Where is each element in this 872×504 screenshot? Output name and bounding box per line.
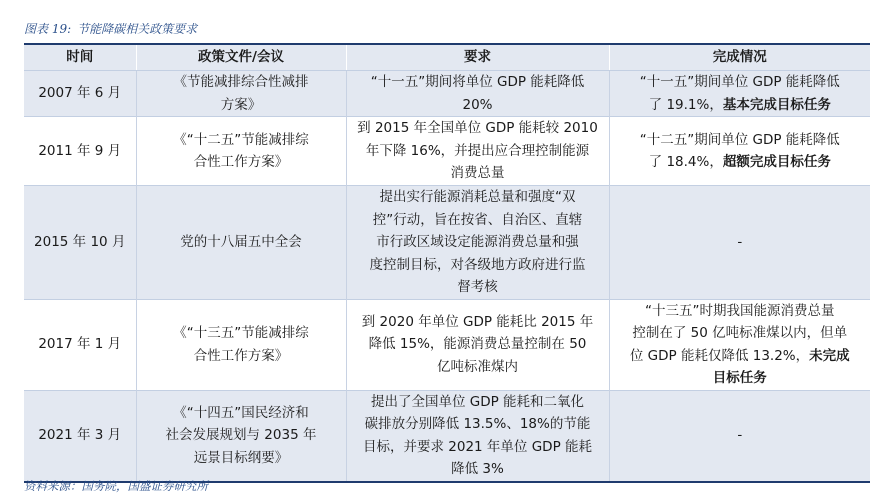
header-requirement: 要求: [346, 44, 609, 71]
requirement-text: 到 2015 年全国单位 GDP 能耗较 2010 年下降 16%，并提出应合理控制能源 消费总量: [357, 120, 598, 182]
requirement-text: 提出了全国单位 GDP 能耗和二氧化 碳排放分别降低 13.5%、18%的节能 目标，并要求 2021 年单位 GDP 能耗 降低 3%: [362, 393, 593, 477]
cell-time: [24, 299, 136, 390]
table-row: [24, 71, 870, 117]
cell-requirement: [346, 186, 609, 300]
cell-requirement: [346, 299, 609, 390]
cell-status: [609, 390, 870, 482]
table-row: [24, 390, 870, 482]
cell-requirement: [346, 117, 609, 186]
time-text: 2007 年 6 月: [38, 85, 122, 102]
table-row: [24, 299, 870, 390]
status-text: -: [737, 234, 743, 250]
cell-status: [609, 299, 870, 390]
status-emphasis: 未完成 目标任务: [712, 347, 850, 386]
cell-policy: [136, 299, 346, 390]
cell-policy: [136, 71, 346, 117]
cell-requirement: [346, 390, 609, 482]
policy-text: 《节能减排综合性减排 方案》: [173, 74, 309, 113]
table-caption: [24, 20, 197, 37]
status-emphasis: 超额完成目标任务: [722, 154, 831, 170]
time-text: 2021 年 3 月: [38, 427, 122, 444]
table-row: [24, 117, 870, 186]
cell-status: [609, 71, 870, 117]
policy-text: 《“十三五”节能减排综 合性工作方案》: [173, 325, 309, 364]
time-text: 2017 年 1 月: [38, 336, 122, 353]
table-header-row: [24, 44, 870, 71]
table-row: [24, 186, 870, 300]
cell-time: [24, 186, 136, 300]
requirement-text: “十一五”期间将单位 GDP 能耗降低 20%: [370, 74, 585, 113]
status-text: -: [737, 427, 743, 444]
cell-status: [609, 117, 870, 186]
policy-text: 党的十八届五中全会: [180, 234, 302, 250]
requirement-text: 提出实行能源消耗总量和强度“双 控”行动，旨在按省、自治区、直辖 市行政区域设定能源消费总量和强 度控制目标，对各级地方政府进行监 督考核: [369, 189, 586, 295]
cell-time: [24, 390, 136, 482]
time-text: 2015 年 10 月: [34, 234, 126, 250]
status-text: “十二五”期间单位 GDP 能耗降低 了 18.4%，: [639, 131, 840, 170]
caption-title: 节能降碳相关政策要求: [77, 22, 198, 36]
source-note: 资料来源：国务院，国盛证券研究所: [24, 479, 208, 493]
status-text: “十三五”时期我国能源消费总量 控制在了 50 亿吨标准煤以内，但单 位 GDP 能耗仅降低 13.2%，: [629, 302, 848, 364]
cell-time: [24, 117, 136, 186]
cell-policy: [136, 186, 346, 300]
cell-time: [24, 71, 136, 117]
caption-label: 图表 19:: [24, 22, 72, 36]
cell-status: [609, 186, 870, 300]
time-text: 2011 年 9 月: [38, 142, 122, 159]
header-status: 完成情况: [609, 44, 870, 71]
header-time: 时间: [24, 44, 136, 71]
policy-text: 《“十四五”国民经济和 社会发展规划与 2035 年 远景目标纲要》: [165, 404, 317, 466]
status-emphasis: 基本完成目标任务: [722, 96, 831, 113]
header-policy: 政策文件/会议: [136, 44, 346, 71]
cell-requirement: [346, 71, 609, 117]
policy-table: [24, 43, 870, 483]
policy-text: 《“十二五”节能减排综 合性工作方案》: [173, 131, 309, 170]
cell-policy: [136, 390, 346, 482]
status-text: “十一五”期间单位 GDP 能耗降低 了 19.1%，: [639, 74, 840, 113]
requirement-text: 到 2020 年单位 GDP 能耗比 2015 年 降低 15%，能源消费总量控制在 50 亿吨标准煤内: [361, 313, 594, 375]
cell-policy: [136, 117, 346, 186]
